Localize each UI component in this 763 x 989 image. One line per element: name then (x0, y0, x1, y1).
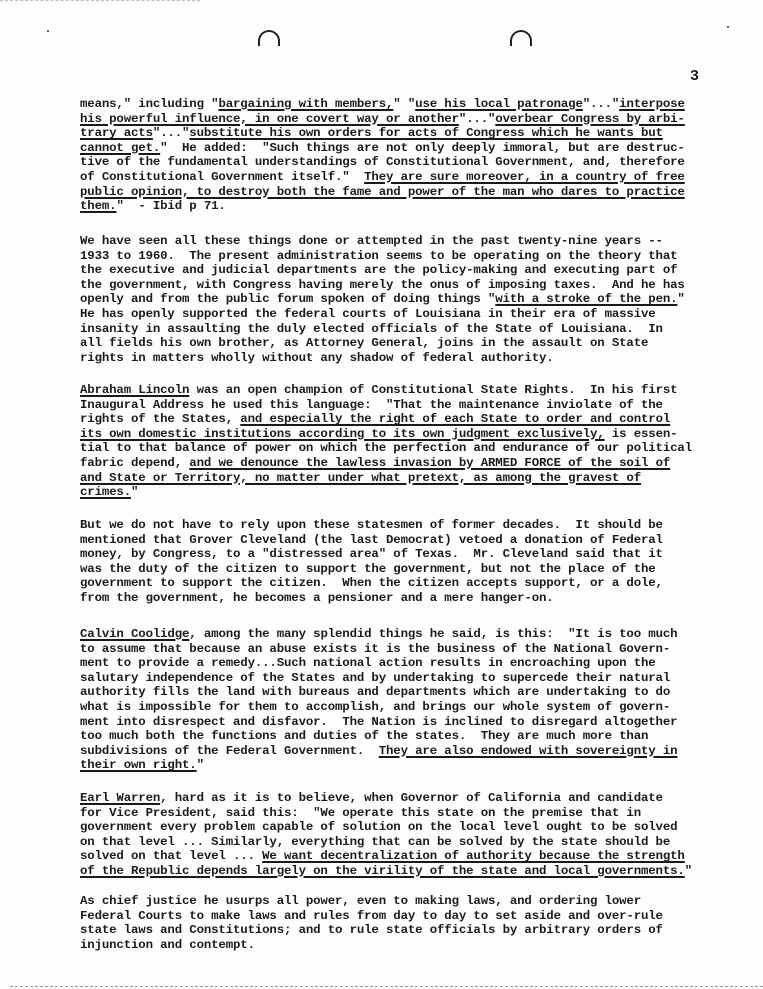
text-line (80, 383, 720, 398)
text-run: subdivisions of the Federal Government. (80, 743, 379, 758)
text-run: of Constitutional Government itself." (80, 169, 365, 184)
text-line (80, 576, 720, 591)
text-run: "..." (152, 126, 190, 141)
text-run: all fields his own brother, as Attorney General, joins in the assault on State (80, 336, 649, 351)
paragraph-warren (80, 791, 720, 879)
text-line (80, 700, 720, 715)
text-run: " (677, 292, 685, 307)
top-edge-dashes (0, 0, 200, 1)
text-run: the government, with Congress having merely the onus of imposing taxes. And he has (80, 277, 685, 292)
paragraph-cleveland (80, 518, 720, 606)
text-line (80, 170, 720, 185)
text-line (80, 685, 720, 700)
text-run: government every problem capable of solution on the local level ought to be solved (80, 820, 678, 835)
text-line (80, 656, 720, 671)
text-run: 1933 to 1960. The present administration seems to be operating on the theory that (80, 248, 678, 263)
text-run: tial to that balance of power on which the perfection and endurance of our political (80, 441, 692, 456)
underlined-emphasis: trary acts (80, 126, 153, 141)
text-line (80, 894, 720, 909)
text-line (80, 263, 720, 278)
underlined-emphasis: Abraham Lincoln (80, 383, 190, 397)
speck-mark (727, 26, 729, 28)
text-line (80, 923, 720, 938)
underlined-emphasis: its own domestic institutions according to its own judgment exclusively, (80, 426, 605, 441)
text-line (80, 278, 720, 293)
text-run: is essen- (604, 426, 678, 441)
text-line (80, 336, 720, 351)
text-run: for Vice President, said this: "We operate this state on the premise that in (80, 805, 641, 820)
underlined-emphasis: substitute his own orders for acts of Congress which he wants but (189, 126, 663, 141)
text-line (80, 97, 720, 112)
text-line (80, 351, 720, 366)
text-line (80, 398, 720, 413)
text-line (80, 835, 720, 850)
text-line (80, 126, 720, 141)
text-line (80, 322, 720, 337)
text-line (80, 249, 720, 264)
text-run: government to support the citizen. When the citizen accepts support, or a dole, (80, 576, 663, 591)
underlined-emphasis: Calvin Coolidge (80, 627, 190, 641)
text-run: We have seen all these things done or attempted in the past twenty-nine years -- (80, 234, 663, 248)
text-line (80, 485, 720, 500)
underlined-emphasis: overbear Congress by arbi- (495, 111, 685, 126)
text-run: rights of the States, (80, 412, 241, 427)
text-line (80, 427, 720, 442)
text-run: on that level ... Similarly, everything that can be solved by the state should be (80, 834, 671, 849)
text-line (80, 292, 720, 307)
punch-hole-mark-left (258, 30, 280, 46)
underlined-emphasis: bargaining with members, (218, 97, 394, 111)
text-run: too much both the functions and duties of the states. They are much more than (80, 729, 649, 744)
underlined-emphasis: Earl Warren (80, 791, 161, 805)
paragraph-chief-justice (80, 894, 720, 952)
text-line (80, 591, 720, 606)
text-line (80, 199, 720, 214)
text-run: tive of the fundamental understandings of Constitutional Government, and, therefore (80, 155, 685, 170)
text-run: rights in matters wholly without any shadow of federal authority. (80, 350, 554, 365)
text-run: was the duty of the citizen to support the government, but not the place of the (80, 561, 656, 576)
text-line (80, 155, 720, 170)
paragraph-lincoln (80, 383, 720, 500)
page-number: 3 (690, 68, 700, 85)
text-line (80, 441, 720, 456)
underlined-emphasis: They are sure moreover, in a country of free (364, 169, 685, 184)
underlined-emphasis: and we denounce the lawless invasion by ARMED FORCE of the soil of (189, 455, 671, 470)
bottom-edge-rule (10, 986, 763, 987)
text-run: means," including " (80, 97, 219, 111)
underlined-emphasis: their own right. (80, 758, 197, 773)
text-line (80, 744, 720, 759)
underlined-emphasis: them. (80, 199, 117, 214)
text-run: He has openly supported the federal courts of Louisiana in their era of massive (80, 306, 656, 321)
underlined-emphasis: use his local patronage (415, 97, 583, 111)
underlined-emphasis: and especially the right of each State to order and control (240, 412, 671, 427)
text-run: " - Ibid p 71. (116, 199, 226, 214)
text-line (80, 307, 720, 322)
text-run: But we do not have to rely upon these statesmen of former decades. It should be (80, 518, 663, 532)
underlined-emphasis: crimes. (80, 485, 131, 500)
text-line (80, 758, 720, 773)
underlined-emphasis: interpose (619, 97, 685, 111)
text-line (80, 791, 720, 806)
text-run: As chief justice he usurps all power, even to making laws, and ordering lower (80, 894, 641, 908)
text-line (80, 909, 720, 924)
text-line (80, 234, 720, 249)
underlined-emphasis: cannot get. (80, 140, 161, 155)
text-line (80, 627, 720, 642)
text-line (80, 562, 720, 577)
text-run: , hard as it is to believe, when Governor of California and candidate (160, 791, 663, 805)
text-line (80, 185, 720, 200)
text-line (80, 864, 720, 879)
text-run: mentioned that Grover Cleveland (the last Democrat) vetoed a donation of Federal (80, 532, 663, 547)
text-run: injunction and contempt. (80, 937, 255, 952)
text-run: money, by Congress, to a "distressed area" of Texas. Mr. Cleveland said that it (80, 547, 663, 562)
punch-hole-mark-right (510, 30, 532, 46)
text-run: ment into disrespect and disfavor. The Nation is inclined to disregard altogether (80, 714, 678, 729)
text-line (80, 456, 720, 471)
text-run: " " (393, 97, 416, 111)
text-line (80, 547, 720, 562)
text-run: Inaugural Address he used this language: "That the maintenance inviolate of the (80, 397, 663, 412)
text-line (80, 471, 720, 486)
text-line (80, 533, 720, 548)
text-line (80, 141, 720, 156)
text-run: from the government, he becomes a pensioner and a mere hanger-on. (80, 590, 554, 605)
text-line (80, 849, 720, 864)
paragraph-hamilton-quote (80, 97, 720, 214)
text-run: , among the many splendid things he said, is this: "It is too much (189, 627, 678, 641)
text-run: salutary independence of the States and by undertaking to supercede their natural (80, 670, 671, 685)
text-line (80, 671, 720, 686)
text-run: solved on that level ... (80, 849, 263, 864)
text-run: the executive and judicial departments are the policy-making and executing part of (80, 263, 678, 278)
speck-mark (47, 30, 49, 32)
paragraph-coolidge (80, 627, 720, 773)
text-line (80, 938, 720, 953)
text-run: openly and from the public forum spoken of doing things " (80, 292, 496, 307)
underlined-emphasis: of the Republic depends largely on the virility of the state and local governments. (80, 863, 685, 878)
underlined-emphasis: We want decentralization of authority because the strength (262, 849, 685, 864)
text-run: was an open champion of Constitutional State Rights. In his first (189, 383, 678, 397)
text-line (80, 112, 720, 127)
text-run: Federal Courts to make laws and rules from day to day to set aside and over-rule (80, 908, 663, 923)
text-line (80, 412, 720, 427)
text-run: " (196, 758, 204, 773)
underlined-emphasis: and State or Territory, no matter under what pretext, as among the gravest of (80, 470, 641, 485)
text-run: " (131, 485, 139, 500)
underlined-emphasis: public opinion, to destroy both the fame and power of the man who dares to practice (80, 184, 685, 199)
text-run: to assume that because an abuse exists it is the business of the National Govern- (80, 641, 671, 656)
text-run: ment to provide a remedy...Such national action results in encroaching upon the (80, 656, 656, 671)
text-run: "..." (458, 111, 496, 126)
text-run: state laws and Constitutions; and to rule state officials by arbitrary orders of (80, 923, 663, 938)
text-run: " He added: "Such things are not only deeply immoral, but are destruc- (160, 140, 685, 155)
underlined-emphasis: his powerful influence, in one covert way or another (80, 111, 459, 126)
text-line (80, 806, 720, 821)
underlined-emphasis: They are also endowed with sovereignty in (378, 743, 678, 758)
text-run: " (684, 863, 693, 878)
text-line (80, 642, 720, 657)
paragraph-current-administration (80, 234, 720, 365)
text-run: authority fills the land with bureaus and departments which are undertaking to do (80, 685, 671, 700)
text-line (80, 518, 720, 533)
text-run: fabric depend, (80, 455, 190, 470)
text-run: "..." (582, 97, 620, 111)
text-line (80, 729, 720, 744)
text-run: insanity in assaulting the duly elected officials of the State of Louisiana. In (80, 321, 663, 336)
text-line (80, 715, 720, 730)
text-run: what is impossible for them to accomplish, and brings our whole system of govern- (80, 699, 671, 714)
text-line (80, 820, 720, 835)
underlined-emphasis: with a stroke of the pen. (495, 292, 678, 307)
